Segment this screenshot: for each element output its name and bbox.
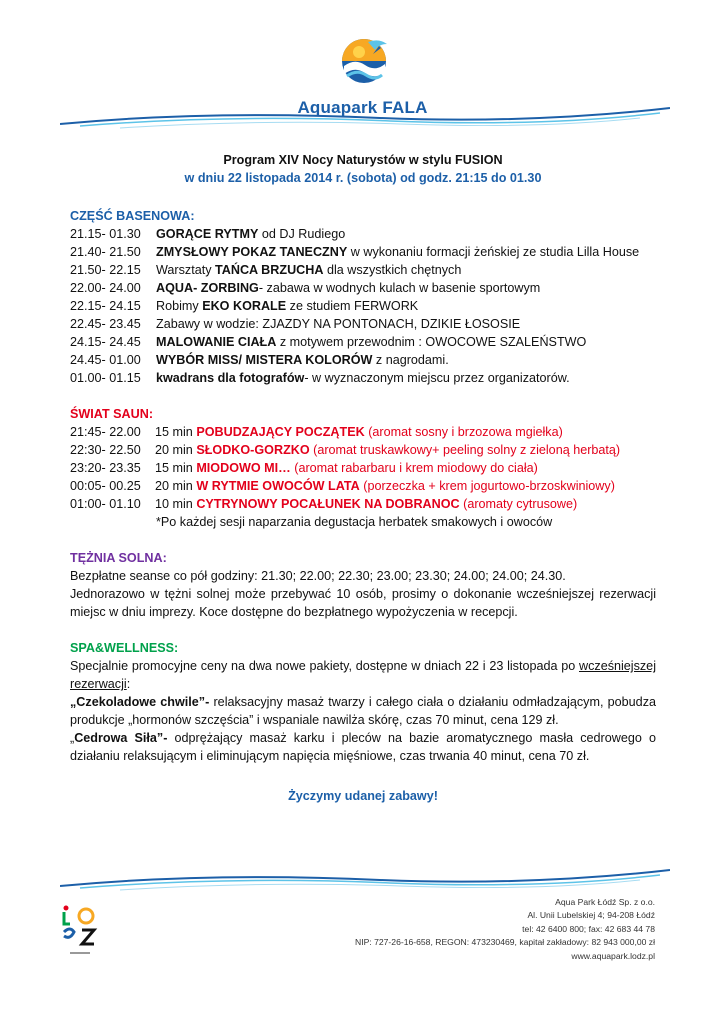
footer-registration: NIP: 727-26-16-658, REGON: 473230469, kapitał zakładowy: 82 943 000,00 zł <box>354 937 655 948</box>
package-title: „Czekoladowe chwile”- <box>70 695 210 709</box>
spa-intro <box>70 657 656 693</box>
spa-intro-end: : <box>126 677 131 691</box>
item-time: 01:00- 01.10 <box>70 497 141 511</box>
item-desc: z motywem przewodnim : OWOCOWE SZALEŃSTWO <box>276 335 587 349</box>
company-footer <box>355 896 655 963</box>
item-duration: 15 min <box>155 425 197 439</box>
list-item <box>70 279 656 297</box>
item-title: W RYTMIE OWOCÓW LATA <box>196 479 360 493</box>
item-time: 21.40- 21.50 <box>70 245 141 259</box>
item-time: 21.15- 01.30 <box>70 227 141 241</box>
item-title: AQUA- ZORBING <box>156 281 259 295</box>
section-tezhnia-heading: TĘŻNIA SOLNA: <box>70 551 167 565</box>
program-content <box>70 151 656 805</box>
spa-package-chocolate <box>70 693 656 729</box>
item-time: 00:05- 00.25 <box>70 479 141 493</box>
list-item <box>70 333 656 351</box>
list-item <box>70 477 656 495</box>
list-item <box>70 369 656 387</box>
item-time: 01.00- 01.15 <box>70 371 141 385</box>
list-item <box>70 297 656 315</box>
item-time: 22.45- 23.45 <box>70 317 141 331</box>
list-item <box>70 243 656 261</box>
item-duration: 20 min <box>155 443 197 457</box>
section-saunas-heading: ŚWIAT SAUN: <box>70 407 154 421</box>
spa-package-cedar <box>70 729 656 765</box>
wave-divider-icon <box>60 866 670 892</box>
item-title: MALOWANIE CIAŁA <box>156 335 277 349</box>
item-desc: w wykonaniu formacji żeńskiej ze studia Lilla House <box>347 245 640 259</box>
item-duration: 15 min <box>155 461 197 475</box>
item-desc: ze studiem FERWORK <box>286 299 419 313</box>
item-desc: (aromat rabarbaru i krem miodowy do ciała) <box>290 461 538 475</box>
closing-wish: Życzymy udanej zabawy! <box>288 789 438 803</box>
package-desc: relaksacyjny masaż twarzy i całego ciała o działaniu odmładzającym, pobudza produkcje „hormonów szczęścia” i wspaniale nawilża skórę, czas 70 minut, cena 129 zł. <box>70 695 656 727</box>
item-title: CYTRYNOWY POCAŁUNEK NA DOBRANOC <box>196 497 460 511</box>
saunas-list <box>70 423 656 531</box>
item-time: 22.15- 24.15 <box>70 299 141 313</box>
lodz-city-logo-icon <box>60 902 100 958</box>
item-time: 21.50- 22.15 <box>70 263 141 277</box>
brand-name: Aquapark FALA <box>297 98 428 117</box>
item-desc: (porzeczka + krem jogurtowo-brzoskwiniowy) <box>359 479 615 493</box>
item-desc: - w wyznaczonym miejscu przez organizatorów. <box>304 371 570 385</box>
package-quote: „ <box>70 731 75 745</box>
item-title: SŁODKO-GORZKO <box>196 443 310 457</box>
item-desc: od DJ Rudiego <box>258 227 346 241</box>
list-item <box>70 495 656 513</box>
item-title: TAŃCA BRZUCHA <box>215 263 324 277</box>
item-duration: 20 min <box>155 479 197 493</box>
item-pre: Warsztaty <box>156 263 216 277</box>
list-item <box>70 423 656 441</box>
item-time: 22.00- 24.00 <box>70 281 141 295</box>
item-desc: (aromat truskawkowy+ peeling solny z zieloną herbatą) <box>309 443 621 457</box>
item-desc: dla wszystkich chętnych <box>323 263 462 277</box>
item-time: 23:20- 23.35 <box>70 461 141 475</box>
item-title: EKO KORALE <box>202 299 287 313</box>
list-item <box>70 351 656 369</box>
item-title: kwadrans dla fotografów <box>156 371 305 385</box>
package-title: Cedrowa Siła”- <box>74 731 168 745</box>
aquapark-fala-logo-icon <box>335 32 393 90</box>
item-pre: Robimy <box>156 299 203 313</box>
footer-phone: tel: 42 6400 800; fax: 42 683 44 78 <box>522 923 655 934</box>
item-title: MIODOWO MI… <box>196 461 291 475</box>
list-item <box>70 315 656 333</box>
saunas-note: *Po każdej sesji naparzania degustacja herbatek smakowych i owoców <box>156 515 553 529</box>
item-duration: 10 min <box>155 497 197 511</box>
item-title: ZMYSŁOWY POKAZ TANECZNY <box>156 245 348 259</box>
spa-intro-underlined: wcześniejszej rezerwacji <box>70 659 656 691</box>
item-title: POBUDZAJĄCY POCZĄTEK <box>196 425 365 439</box>
section-pool-heading: CZĘŚĆ BASENOWA: <box>70 209 195 223</box>
item-desc: (aromaty cytrusowe) <box>459 497 578 511</box>
item-time: 21:45- 22.00 <box>70 425 141 439</box>
item-desc: z nagrodami. <box>372 353 449 367</box>
program-date: w dniu 22 listopada 2014 r. (sobota) od godz. 21:15 do 01.30 <box>184 171 542 185</box>
item-desc: - zabawa w wodnych kulach w basenie sportowym <box>258 281 541 295</box>
wave-divider-icon <box>60 104 670 130</box>
item-pre: Zabawy w wodzie: ZJAZDY NA PONTONACH, DZIKIE ŁOSOSIE <box>156 317 521 331</box>
tezhnia-line2: Jednorazowo w tężni solnej może przebywać 10 osób, prosimy o dokonanie wcześniejszej rezerwacji miejsc w dniu imprezy. Koce dostępne do bezpłatnego wypożyczenia w recepcji. <box>70 587 656 619</box>
program-title: Program XIV Nocy Naturystów w stylu FUSION <box>223 153 503 167</box>
tezhnia-line1: Bezpłatne seanse co pół godziny: 21.30; 22.00; 22.30; 23.00; 23.30; 24.00; 24.00; 24.30. <box>70 569 566 583</box>
item-desc: (aromat sosny i brzozowa mgiełka) <box>364 425 563 439</box>
section-spa-heading: SPA&WELLNESS: <box>70 641 179 655</box>
item-time: 24.45- 01.00 <box>70 353 141 367</box>
pool-list <box>70 225 656 387</box>
item-time: 24.15- 24.45 <box>70 335 141 349</box>
footer-website[interactable]: www.aquapark.lodz.pl <box>571 950 655 961</box>
list-item <box>70 225 656 243</box>
list-item <box>70 441 656 459</box>
item-title: GORĄCE RYTMY <box>156 227 259 241</box>
item-time: 22:30- 22.50 <box>70 443 141 457</box>
list-item <box>70 459 656 477</box>
footer-company: Aqua Park Łódź Sp. z o.o. <box>555 897 655 907</box>
brand-logo <box>0 22 725 117</box>
package-desc: odprężający masaż karku i pleców na bazie aromatycznego masła cedrowego o działaniu relaksującym i eliminującym napięcia mięśniowe, czas trwania 40 minut, cena 70 zł. <box>70 731 656 763</box>
footer-address: Al. Unii Lubelskiej 4; 94-208 Łódź <box>527 910 655 921</box>
list-item <box>70 261 656 279</box>
item-title: WYBÓR MISS/ MISTERA KOLORÓW <box>156 353 373 367</box>
spa-intro-text: Specjalnie promocyjne ceny na dwa nowe pakiety, dostępne w dniach 22 i 23 listopada po <box>70 659 579 673</box>
